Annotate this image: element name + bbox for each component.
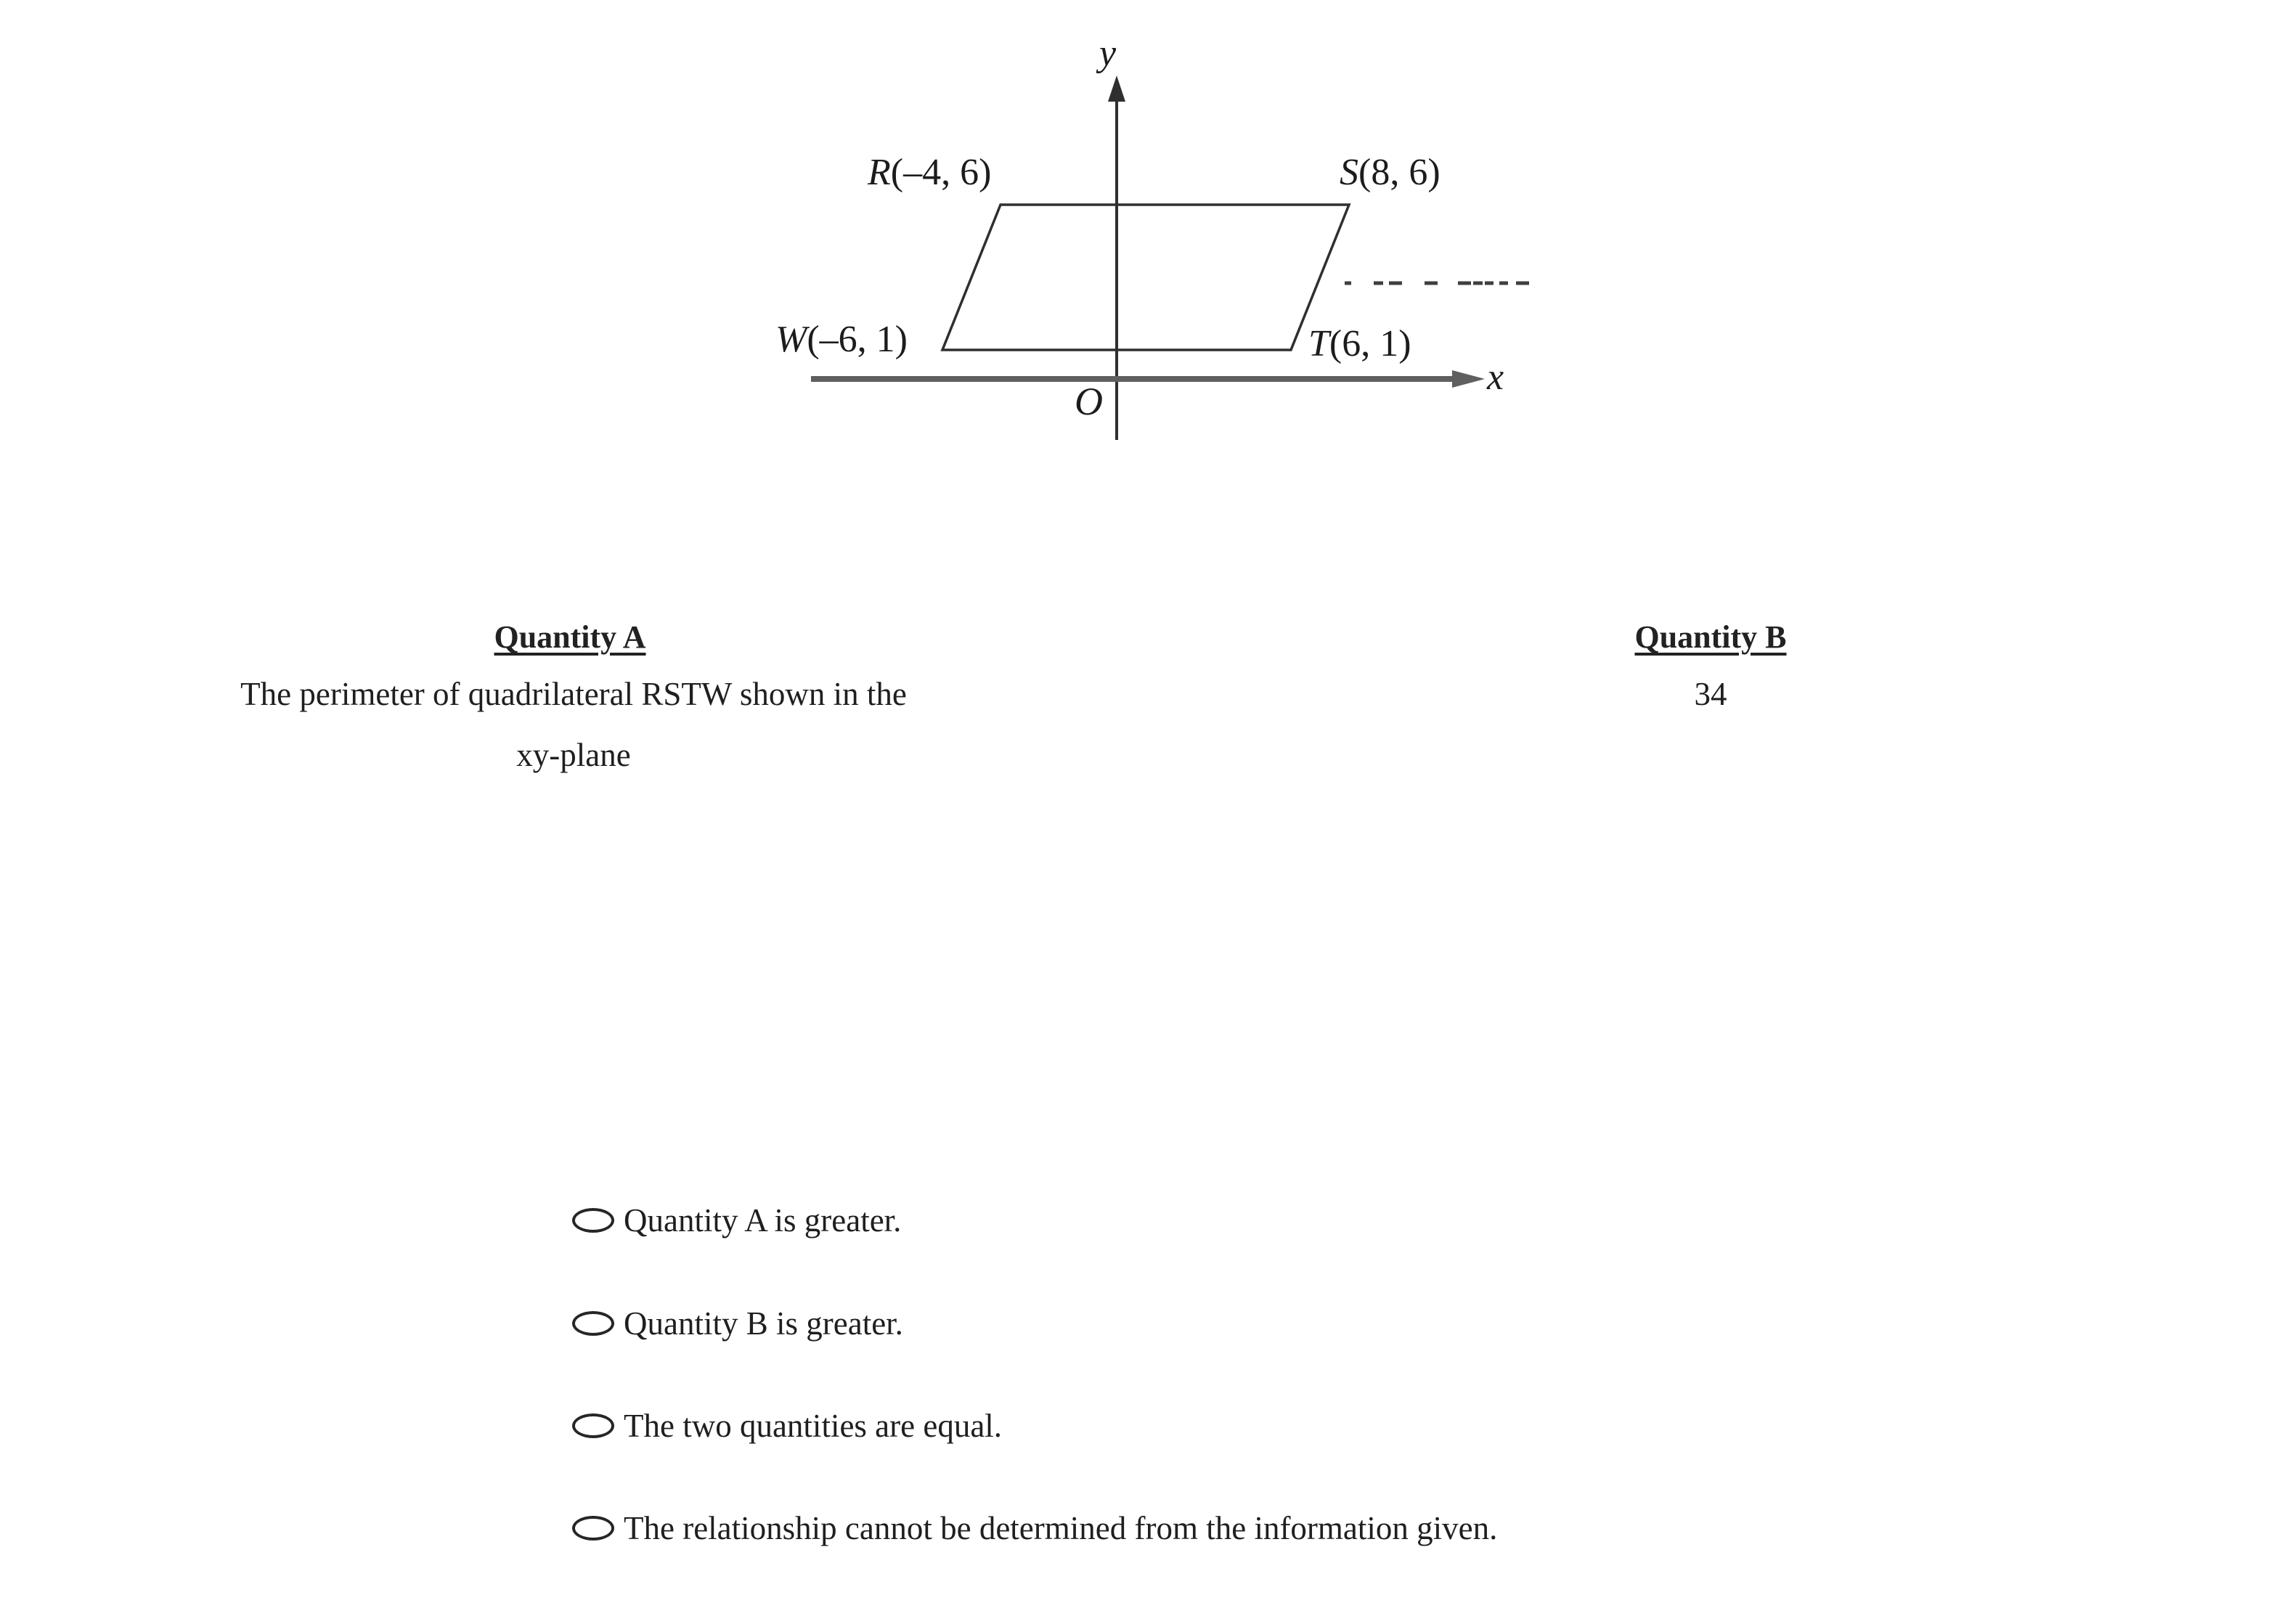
option-c-radio[interactable] bbox=[572, 1413, 614, 1438]
quantity-a-description-line2: xy-plane bbox=[516, 737, 631, 773]
vertex-letter-t: T bbox=[1308, 323, 1329, 364]
vertex-label-w bbox=[775, 318, 908, 361]
parallelogram-rstw bbox=[942, 205, 1349, 350]
vertex-letter-r: R bbox=[868, 152, 891, 193]
answer-option-c[interactable] bbox=[572, 1402, 1002, 1450]
answer-option-b[interactable] bbox=[572, 1299, 903, 1347]
answer-option-a[interactable] bbox=[572, 1196, 901, 1244]
option-b-label[interactable]: Quantity B is greater. bbox=[624, 1305, 903, 1342]
y-axis-arrow-icon bbox=[1108, 76, 1125, 102]
answer-option-d[interactable] bbox=[572, 1504, 1497, 1552]
vertex-letter-w: W bbox=[775, 319, 807, 360]
quantity-b-value: 34 bbox=[1694, 676, 1727, 712]
y-axis-label: y bbox=[1099, 33, 1117, 74]
option-a-label[interactable]: Quantity A is greater. bbox=[624, 1202, 902, 1239]
vertex-coords-t: (6, 1) bbox=[1329, 323, 1411, 364]
vertex-letter-s: S bbox=[1340, 152, 1358, 193]
coordinate-plane-figure bbox=[755, 29, 1568, 479]
option-b-radio[interactable] bbox=[572, 1311, 614, 1336]
vertex-coords-r: (–4, 6) bbox=[890, 152, 992, 193]
x-axis-arrow-icon bbox=[1452, 370, 1485, 388]
vertex-coords-s: (8, 6) bbox=[1358, 152, 1440, 193]
vertex-label-t bbox=[1308, 322, 1411, 365]
vertex-label-r bbox=[868, 151, 991, 194]
option-d-radio[interactable] bbox=[572, 1516, 614, 1541]
x-axis-label: x bbox=[1487, 356, 1504, 398]
option-a-radio[interactable] bbox=[572, 1208, 614, 1233]
origin-label: O bbox=[1075, 380, 1103, 423]
quantity-a-description-line1: The perimeter of quadrilateral RSTW shown in the bbox=[240, 676, 907, 712]
quantity-a-heading: Quantity A bbox=[494, 619, 646, 655]
quantity-b-heading: Quantity B bbox=[1634, 619, 1787, 655]
option-c-label[interactable]: The two quantities are equal. bbox=[624, 1408, 1003, 1444]
option-d-label[interactable]: The relationship cannot be determined from the information given. bbox=[624, 1510, 1498, 1546]
vertex-label-s bbox=[1340, 151, 1440, 194]
vertex-coords-w: (–6, 1) bbox=[807, 319, 908, 360]
